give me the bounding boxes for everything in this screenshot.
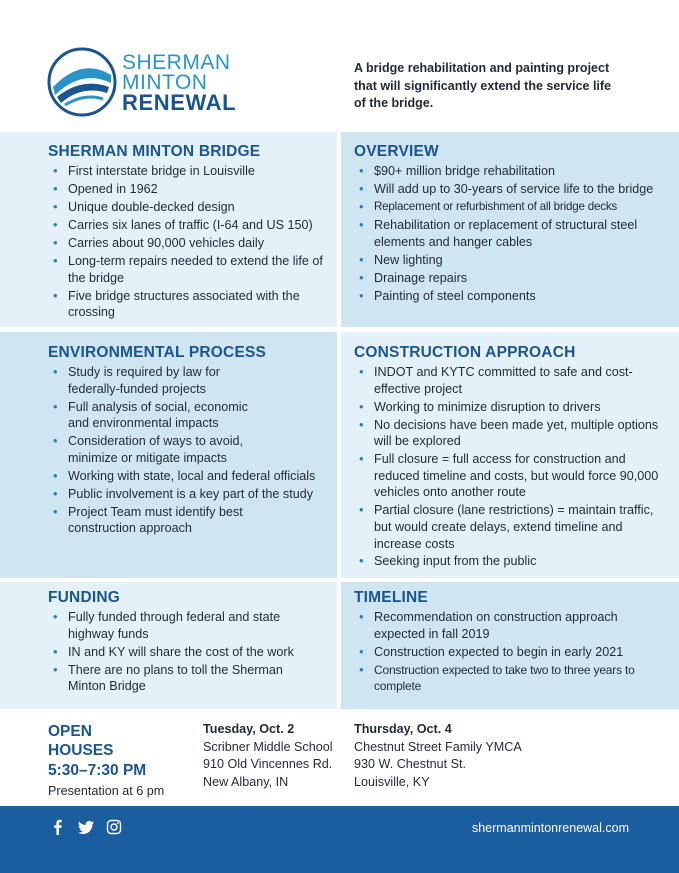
list-item: • Construction expected to take two to three years to complete [354, 662, 665, 695]
brand-line-3: RENEWAL [122, 90, 237, 115]
list-item: • No decisions have been made yet, multiple options will be explored [354, 417, 665, 450]
list-item: • Opened in 1962 [48, 181, 323, 198]
bullet-list [48, 364, 323, 537]
list-item: • INDOT and KYTC committed to safe and cost-effective project [354, 364, 665, 397]
venue-street: 930 W. Chestnut St. [354, 757, 467, 772]
list-item: • Recommendation on construction approach expected in fall 2019 [354, 609, 665, 642]
brand-line-2: MINTON [122, 71, 208, 94]
list-item: • Drainage repairs [354, 270, 665, 287]
section-title: OVERVIEW [354, 143, 439, 160]
brand-wordmark [122, 53, 236, 113]
venue-2 [354, 721, 522, 791]
venue-name: Scribner Middle School [203, 739, 333, 754]
bullet-list [354, 364, 665, 570]
list-item: • Will add up to 30-years of service life to the bridge [354, 181, 665, 198]
social-links [50, 819, 122, 835]
bridge-logo-icon [47, 47, 117, 117]
list-item: • Study is required by law for federally-funded projects [48, 364, 323, 397]
section-environmental [0, 332, 337, 578]
facebook-icon[interactable] [50, 819, 66, 835]
list-item: • New lighting [354, 252, 665, 269]
website-link[interactable]: shermanmintonrenewal.com [471, 821, 629, 835]
list-item: • First interstate bridge in Louisville [48, 163, 323, 180]
venue-city: Louisville, KY [354, 774, 430, 789]
venue-day: Tuesday, Oct. 2 [203, 722, 295, 736]
section-title: ENVIRONMENTAL PROCESS [48, 344, 267, 361]
bullet-list [354, 609, 665, 695]
list-item: • Partial closure (lane restrictions) = maintain traffic, but would create delays, extend timeline and increase costs [354, 502, 665, 552]
footer [0, 806, 679, 873]
section-title: TIMELINE [354, 589, 428, 606]
bullet-list [48, 163, 323, 321]
list-item: • Painting of steel components [354, 288, 665, 305]
section-bridge [0, 132, 337, 327]
twitter-icon[interactable] [78, 819, 94, 835]
list-item: • $90+ million bridge rehabilitation [354, 163, 665, 180]
list-item: • There are no plans to toll the Sherman Minton Bridge [48, 662, 323, 695]
list-item: • Unique double-decked design [48, 199, 323, 216]
instagram-icon[interactable] [106, 819, 122, 835]
presentation-time: Presentation at 6 pm [48, 784, 165, 798]
list-item: • Construction expected to begin in early 2021 [354, 644, 665, 661]
venue-city: New Albany, IN [203, 774, 289, 789]
section-title: FUNDING [48, 589, 121, 606]
list-item: • Long-term repairs needed to extend the life of the bridge [48, 253, 323, 286]
venue-street: 910 Old Vincennes Rd. [203, 757, 333, 772]
section-timeline [341, 582, 679, 709]
venue-name: Chestnut Street Family YMCA [354, 739, 522, 754]
list-item: • Project Team must identify best construction approach [48, 504, 323, 537]
list-item: • Seeking input from the public [354, 553, 665, 570]
open-houses-title-2: HOUSES [48, 742, 114, 759]
list-item: • Replacement or refurbishment of all bridge decks [354, 199, 665, 216]
brand-line-1: SHERMAN [122, 51, 231, 74]
list-item: • Carries about 90,000 vehicles daily [48, 235, 323, 252]
list-item: • Carries six lanes of traffic (I-64 and US 150) [48, 217, 323, 234]
open-houses-title-1: OPEN [48, 723, 92, 740]
venue-day: Thursday, Oct. 4 [354, 722, 452, 736]
list-item: • Public involvement is a key part of the study [48, 486, 323, 503]
header [0, 0, 679, 132]
open-houses-time: 5:30–7:30 PM [48, 762, 147, 779]
section-funding [0, 582, 337, 709]
venue-1 [203, 721, 333, 791]
section-construction [341, 332, 679, 578]
list-item: • Working to minimize disruption to drivers [354, 399, 665, 416]
bullet-list [354, 163, 665, 304]
bullet-list [48, 609, 323, 695]
list-item: • Fully funded through federal and state highway funds [48, 609, 323, 642]
list-item: • Working with state, local and federal officials [48, 468, 323, 485]
list-item: • Full analysis of social, economic and environmental impacts [48, 399, 323, 432]
open-houses [48, 722, 164, 800]
tagline: A bridge rehabilitation and painting project that will significantly extend the service life of the bridge. [354, 61, 612, 110]
section-overview [341, 132, 679, 327]
section-title: CONSTRUCTION APPROACH [354, 344, 576, 361]
list-item: • Consideration of ways to avoid, minimize or mitigate impacts [48, 433, 323, 466]
list-item: • Five bridge structures associated with the crossing [48, 288, 323, 321]
section-title: SHERMAN MINTON BRIDGE [48, 143, 261, 160]
list-item: • IN and KY will share the cost of the work [48, 644, 323, 661]
list-item: • Full closure = full access for construction and reduced timeline and costs, but would force 90,000 vehicles onto another route [354, 451, 665, 501]
list-item: • Rehabilitation or replacement of structural steel elements and hanger cables [354, 217, 665, 250]
